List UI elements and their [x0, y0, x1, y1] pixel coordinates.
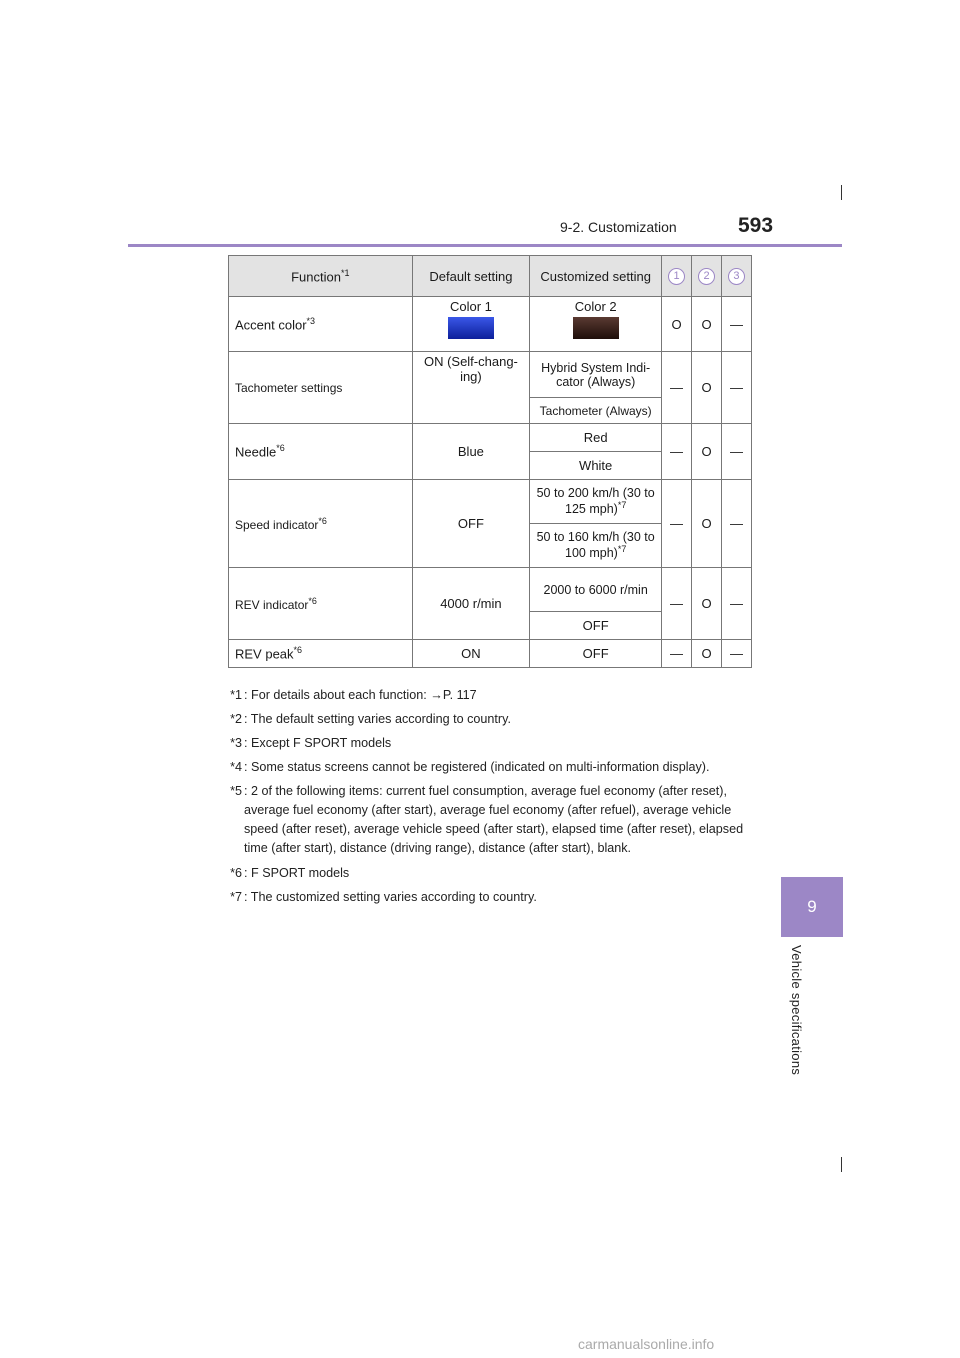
column-2-header [692, 256, 722, 297]
col-1-cell: — [662, 424, 692, 480]
footnote: *2 : The default setting varies according to country. [230, 712, 511, 726]
table-row [229, 640, 752, 668]
col-2-cell: O [692, 352, 722, 424]
function-cell: Needle$^{*6}$ [229, 424, 413, 480]
col-2-cell: O [692, 480, 722, 568]
customized-cell: Color 2 [530, 297, 662, 352]
customized-cell: 50 to 160 km/h (30 to 100 mph)$^{*7}$ [530, 524, 662, 568]
customized-cell: Red [530, 424, 662, 452]
crop-mark-top [841, 185, 842, 200]
default-cell: 4000 r/min [412, 568, 530, 640]
customized-cell: 50 to 200 km/h (30 to 125 mph)$^{*7}$ [530, 480, 662, 524]
col-3-cell: — [721, 480, 751, 568]
chapter-title: Vehicle specifications [789, 945, 804, 1076]
chapter-tab: 9 [781, 877, 843, 937]
customized-cell: OFF [530, 612, 662, 640]
circle-2-icon: 2 [698, 268, 715, 285]
col-2-cell: O [692, 424, 722, 480]
customized-cell: 2000 to 6000 r/min [530, 568, 662, 612]
section-title: 9-2. Customization [560, 219, 677, 235]
header-rule [128, 244, 842, 247]
footnote: *6 : F SPORT models [230, 866, 350, 880]
default-cell: ON [412, 640, 530, 668]
function-header: Function$^{*1}$ [229, 256, 413, 297]
default-cell: OFF [412, 480, 530, 568]
circle-3-icon: 3 [728, 268, 745, 285]
footnote: *7 : The customized setting varies according to country. [230, 890, 537, 904]
footnote: *4 : Some status screens cannot be registered (indicated on multi-information display). [230, 760, 710, 774]
function-cell: Tachometer settings [229, 352, 413, 424]
table-header-row [229, 256, 752, 297]
default-cell: Color 1 [412, 297, 530, 352]
default-header: Default setting [412, 256, 530, 297]
footnote: *3 : Except F SPORT models [230, 736, 392, 750]
col-1-cell: — [662, 480, 692, 568]
function-cell: Accent color$^{*3}$ [229, 297, 413, 352]
color-2-swatch [573, 317, 619, 339]
col-3-cell: — [721, 352, 751, 424]
table-row [229, 297, 752, 352]
customized-cell: Hybrid System Indi-cator (Always) [530, 352, 662, 398]
default-cell: Blue [412, 424, 530, 480]
table-row [229, 480, 752, 524]
footnote: *5 : 2 of the following items: current fuel consumption, average fuel economy (after reset), average fuel economy (after start), average fuel economy (after refuel), average vehicle speed (after reset), average vehicle speed (after start), elapsed time (after reset), elapsed time (after start), distance (driving range), distance (after start), blank. [230, 784, 744, 855]
col-1-cell: — [662, 352, 692, 424]
col-3-cell: — [721, 568, 751, 640]
circle-1-icon: 1 [668, 268, 685, 285]
column-3-header [721, 256, 751, 297]
page-number: 593 [738, 214, 774, 237]
customized-header: Customized setting [530, 256, 662, 297]
col-1-cell: O [662, 297, 692, 352]
default-cell: ON (Self-chang-ing) [412, 352, 530, 424]
table-row [229, 568, 752, 612]
function-cell: REV indicator$^{*6}$ [229, 568, 413, 640]
col-1-cell: — [662, 640, 692, 668]
col-3-cell: — [721, 640, 751, 668]
col-3-cell: — [721, 297, 751, 352]
customized-cell: White [530, 452, 662, 480]
col-2-cell: O [692, 297, 722, 352]
footnote: *1 : For details about each function: →P. 117 [230, 688, 477, 702]
customized-cell: OFF [530, 640, 662, 668]
function-cell: REV peak$^{*6}$ [229, 640, 413, 668]
crop-mark-bottom [841, 1157, 842, 1172]
column-1-header [662, 256, 692, 297]
color-1-swatch [448, 317, 494, 339]
table-row [229, 352, 752, 398]
table-row [229, 424, 752, 452]
col-3-cell: — [721, 424, 751, 480]
col-2-cell: O [692, 640, 722, 668]
watermark: carmanualsonline.info [578, 1336, 715, 1352]
col-2-cell: O [692, 568, 722, 640]
function-cell: Speed indicator$^{*6}$ [229, 480, 413, 568]
customized-cell: Tachometer (Always) [530, 398, 662, 424]
col-1-cell: — [662, 568, 692, 640]
customization-table [228, 255, 752, 668]
